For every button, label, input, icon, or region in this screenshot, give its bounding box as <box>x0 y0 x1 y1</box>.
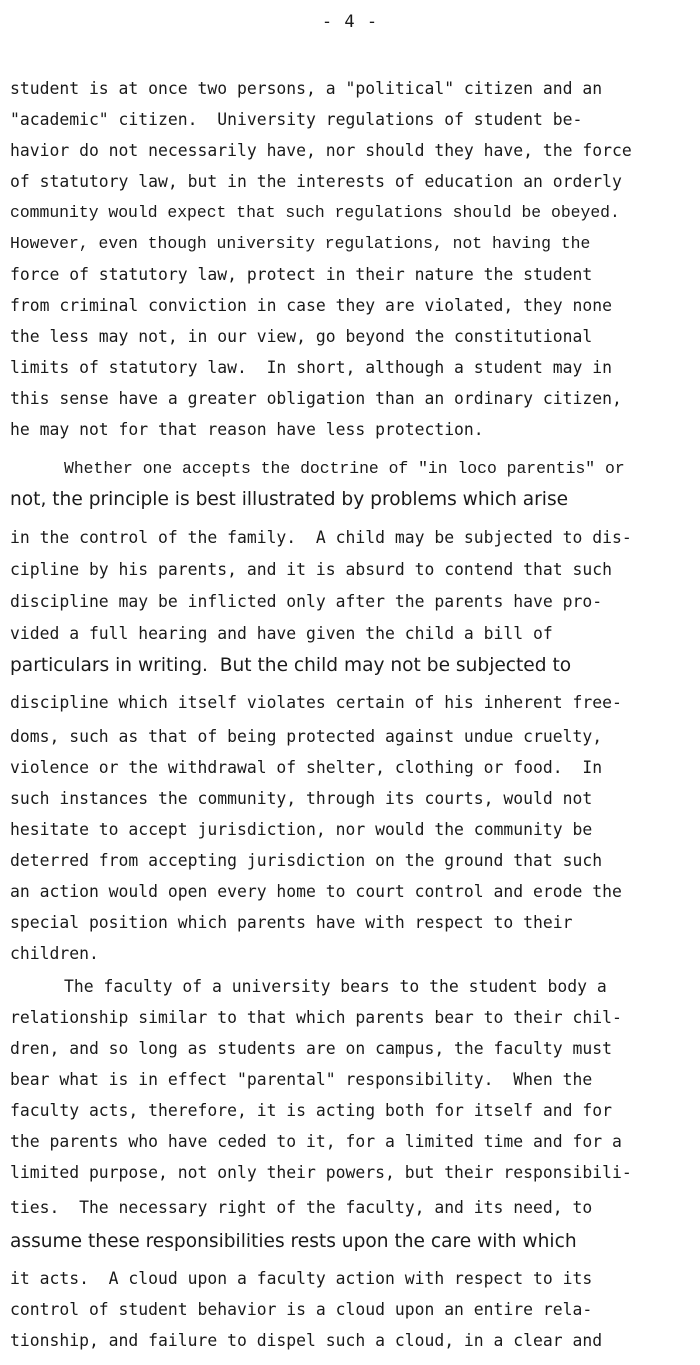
paragraph-2-line: an action would open every home to court control and erode the <box>10 882 622 901</box>
paragraph-1-line: the less may not, in our view, go beyond the constitutional <box>10 327 593 346</box>
paragraph-2-line: Whether one accepts the doctrine of "in loco parentis" or <box>64 459 625 478</box>
page-number: - 4 - <box>321 12 379 32</box>
paragraph-1-line: "academic" citizen. University regulations of student be- <box>10 110 583 129</box>
paragraph-1-line: this sense have a greater obligation than an ordinary citizen, <box>10 389 622 408</box>
paragraph-2-line: children. <box>10 944 99 963</box>
paragraph-2-line: violence or the withdrawal of shelter, clothing or food. In <box>10 758 603 777</box>
paragraph-1-line: student is at once two persons, a "political" citizen and an <box>10 79 603 98</box>
paragraph-2-line: cipline by his parents, and it is absurd to contend that such <box>10 560 612 579</box>
paragraph-2-line: vided a full hearing and have given the child a bill of <box>10 624 553 643</box>
paragraph-2-line: not, the principle is best illustrated by problems which arise <box>10 489 569 510</box>
paragraph-1-line: from criminal conviction in case they are violated, they none <box>10 296 612 315</box>
paragraph-1-line: limits of statutory law. In short, although a student may in <box>10 358 612 377</box>
paragraph-2-line: particulars in writing. But the child may not be subjected to <box>10 655 572 676</box>
paragraph-2-line: special position which parents have with respect to their <box>10 913 573 932</box>
paragraph-3-line: control of student behavior is a cloud upon an entire rela- <box>10 1300 593 1319</box>
paragraph-1-line: he may not for that reason have less protection. <box>10 420 484 439</box>
paragraph-3-line: ties. The necessary right of the faculty, and its need, to <box>10 1198 593 1217</box>
paragraph-1-line: However, even though university regulations, not having the <box>10 234 591 253</box>
paragraph-3-line: the parents who have ceded to it, for a limited time and for a <box>10 1132 622 1151</box>
paragraph-1-line: community would expect that such regulations should be obeyed. <box>10 203 620 222</box>
paragraph-3-line: dren, and so long as students are on campus, the faculty must <box>10 1039 612 1058</box>
paragraph-3-line: assume these responsibilities rests upon the care with which <box>10 1231 577 1252</box>
paragraph-2-line: in the control of the family. A child may be subjected to dis- <box>10 528 632 547</box>
paragraph-1-line: of statutory law, but in the interests of education an orderly <box>10 172 622 191</box>
paragraph-1-line: force of statutory law, protect in their nature the student <box>10 265 593 284</box>
paragraph-2-line: discipline may be inflicted only after the parents have pro- <box>10 592 603 611</box>
paragraph-3-line: tionship, and failure to dispel such a cloud, in a clear and <box>10 1331 603 1350</box>
paragraph-2-line: deterred from accepting jurisdiction on the ground that such <box>10 851 603 870</box>
paragraph-1-line: havior do not necessarily have, nor should they have, the force <box>10 141 632 160</box>
paragraph-3-line: limited purpose, not only their powers, but their responsibili- <box>10 1163 632 1182</box>
paragraph-3-line: faculty acts, therefore, it is acting both for itself and for <box>10 1101 612 1120</box>
paragraph-3-line: relationship similar to that which parents bear to their chil- <box>10 1008 622 1027</box>
paragraph-2-line: hesitate to accept jurisdiction, nor would the community be <box>10 820 593 839</box>
paragraph-3-line: bear what is in effect "parental" responsibility. When the <box>10 1070 593 1089</box>
paragraph-2-line: discipline which itself violates certain of his inherent free- <box>10 693 622 712</box>
paragraph-2-line: such instances the community, through its courts, would not <box>10 789 593 808</box>
paragraph-3-line: it acts. A cloud upon a faculty action with respect to its <box>10 1269 593 1288</box>
paragraph-2-line: doms, such as that of being protected against undue cruelty, <box>10 727 603 746</box>
paragraph-3-line: The faculty of a university bears to the student body a <box>64 977 607 996</box>
